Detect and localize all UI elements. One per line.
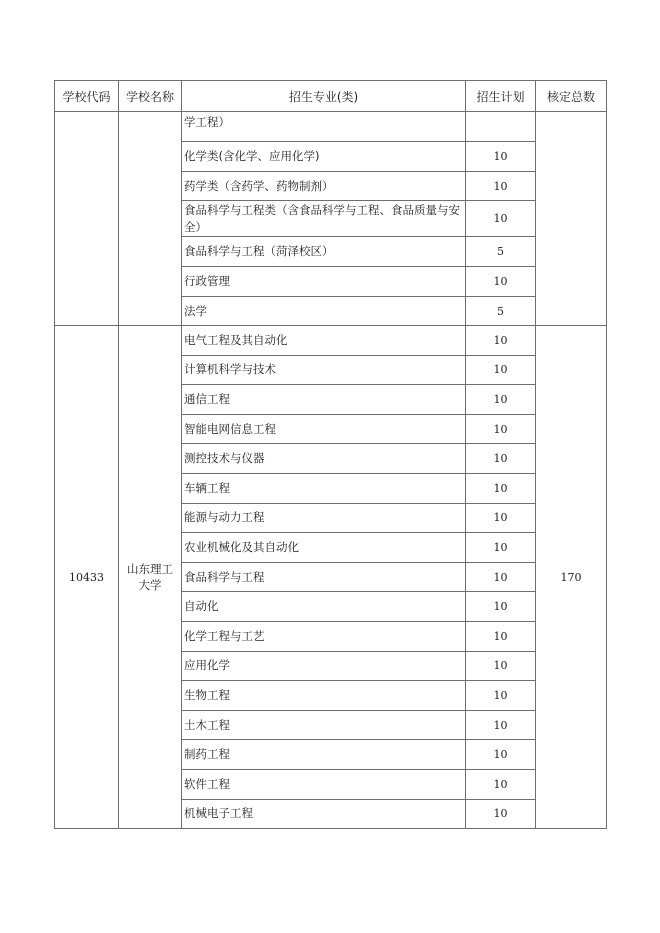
plan-cell: 10 bbox=[466, 651, 536, 681]
major-cell: 学工程） bbox=[182, 112, 466, 142]
major-cell: 法学 bbox=[182, 297, 466, 326]
major-cell: 食品科学与工程类（含食品科学与工程、食品质量与安全） bbox=[182, 201, 466, 237]
total-cell bbox=[536, 112, 607, 326]
plan-cell: 10 bbox=[466, 562, 536, 592]
major-cell: 食品科学与工程（菏泽校区） bbox=[182, 237, 466, 267]
major-cell: 化学工程与工艺 bbox=[182, 621, 466, 651]
major-cell: 农业机械化及其自动化 bbox=[182, 533, 466, 563]
header-plan: 招生计划 bbox=[466, 81, 536, 112]
plan-cell: 10 bbox=[466, 355, 536, 385]
plan-cell: 10 bbox=[466, 769, 536, 799]
major-cell: 计算机科学与技术 bbox=[182, 355, 466, 385]
plan-cell: 10 bbox=[466, 473, 536, 503]
major-cell: 通信工程 bbox=[182, 385, 466, 415]
school-name-cell: 山东理工大学 bbox=[119, 326, 182, 829]
major-cell: 软件工程 bbox=[182, 769, 466, 799]
header-major: 招生专业(类) bbox=[182, 81, 466, 112]
major-cell: 机械电子工程 bbox=[182, 799, 466, 829]
plan-cell: 10 bbox=[466, 533, 536, 563]
enrollment-plan-table bbox=[54, 80, 607, 829]
plan-cell: 10 bbox=[466, 201, 536, 237]
total-cell: 170 bbox=[536, 326, 607, 829]
plan-cell: 10 bbox=[466, 326, 536, 356]
major-cell: 化学类(含化学、应用化学) bbox=[182, 142, 466, 172]
plan-cell: 10 bbox=[466, 444, 536, 474]
major-cell: 药学类（含药学、药物制剂） bbox=[182, 172, 466, 201]
plan-cell: 10 bbox=[466, 142, 536, 172]
major-cell: 土木工程 bbox=[182, 710, 466, 740]
header-school-code: 学校代码 bbox=[55, 81, 119, 112]
plan-cell: 10 bbox=[466, 414, 536, 444]
school-name-cell bbox=[119, 112, 182, 326]
plan-cell: 10 bbox=[466, 621, 536, 651]
major-cell: 制药工程 bbox=[182, 740, 466, 770]
major-cell: 生物工程 bbox=[182, 681, 466, 711]
major-cell: 能源与动力工程 bbox=[182, 503, 466, 533]
major-cell: 食品科学与工程 bbox=[182, 562, 466, 592]
plan-cell bbox=[466, 112, 536, 142]
school-code-cell: 10433 bbox=[55, 326, 119, 829]
header-school-name: 学校名称 bbox=[119, 81, 182, 112]
major-cell: 电气工程及其自动化 bbox=[182, 326, 466, 356]
plan-cell: 10 bbox=[466, 799, 536, 829]
major-cell: 自动化 bbox=[182, 592, 466, 622]
major-cell: 行政管理 bbox=[182, 267, 466, 297]
major-cell: 智能电网信息工程 bbox=[182, 414, 466, 444]
major-cell: 车辆工程 bbox=[182, 473, 466, 503]
school-code-cell bbox=[55, 112, 119, 326]
table-header-row bbox=[55, 81, 607, 112]
plan-cell: 10 bbox=[466, 172, 536, 201]
plan-cell: 10 bbox=[466, 385, 536, 415]
table-row bbox=[55, 112, 607, 142]
plan-cell: 10 bbox=[466, 681, 536, 711]
plan-cell: 10 bbox=[466, 592, 536, 622]
plan-cell: 10 bbox=[466, 740, 536, 770]
plan-cell: 5 bbox=[466, 237, 536, 267]
major-cell: 应用化学 bbox=[182, 651, 466, 681]
header-total: 核定总数 bbox=[536, 81, 607, 112]
plan-cell: 5 bbox=[466, 297, 536, 326]
table-row bbox=[55, 326, 607, 356]
plan-cell: 10 bbox=[466, 710, 536, 740]
plan-cell: 10 bbox=[466, 503, 536, 533]
major-cell: 测控技术与仪器 bbox=[182, 444, 466, 474]
plan-cell: 10 bbox=[466, 267, 536, 297]
